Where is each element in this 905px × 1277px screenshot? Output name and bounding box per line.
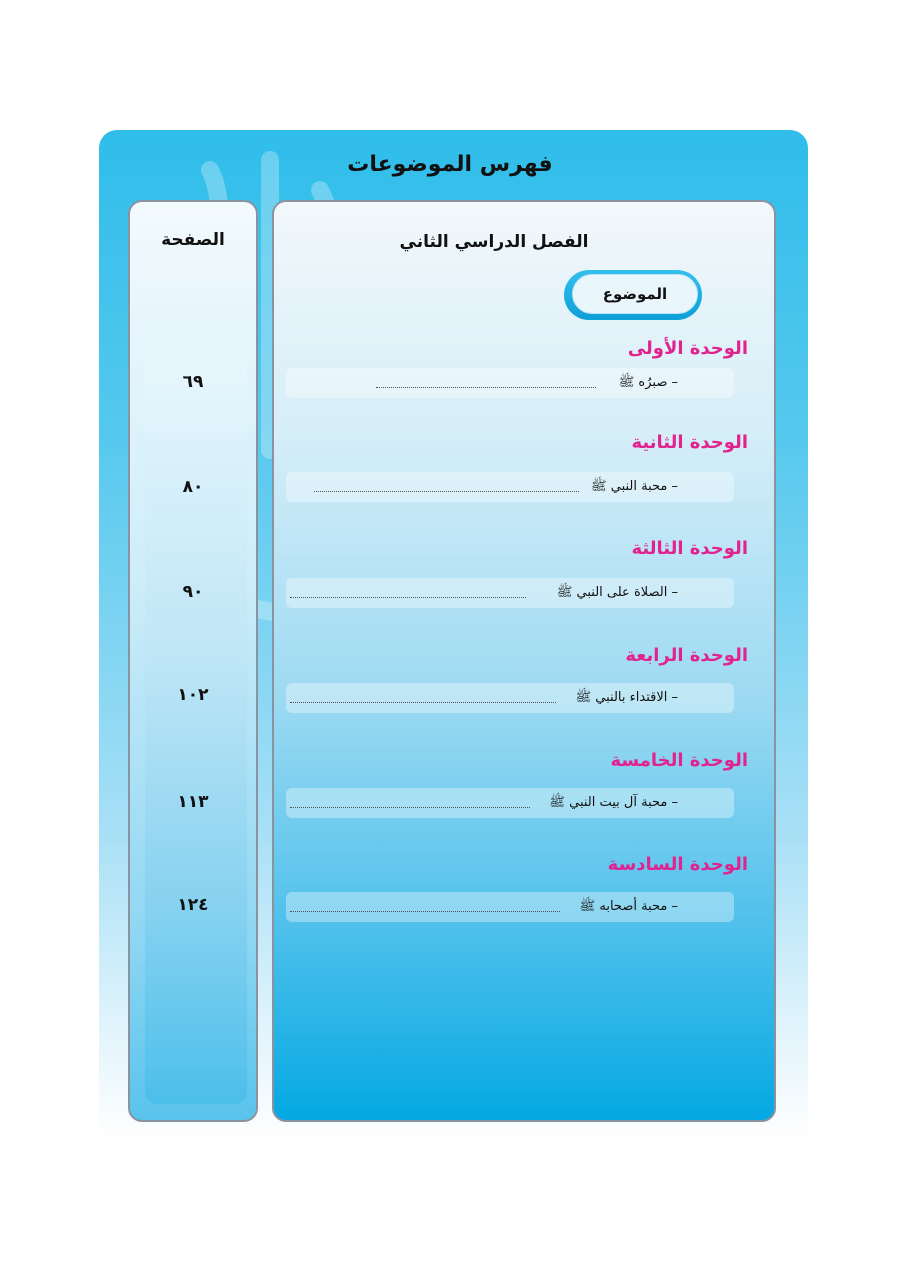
leader-dots <box>290 901 560 912</box>
leader-dots <box>314 481 579 492</box>
page-number: ٨٠ <box>182 477 204 497</box>
page-column-header: الصفحة <box>161 230 225 250</box>
page-number: ١١٣ <box>177 792 209 812</box>
lesson-row[interactable] <box>286 683 734 713</box>
leader-dots <box>290 692 556 703</box>
unit-title: الوحدة السادسة <box>607 854 748 875</box>
semester-heading: الفصل الدراسي الثاني <box>399 232 589 252</box>
lesson-title: – محبة آل بيت النبي ﷺ <box>549 795 678 810</box>
page-number: ٦٩ <box>182 372 204 392</box>
lesson-title: – الاقتداء بالنبي ﷺ <box>575 690 678 705</box>
page-number: ١٠٢ <box>177 685 209 705</box>
page-number-column <box>128 200 258 1122</box>
page-number: ١٢٤ <box>177 895 209 915</box>
lesson-row[interactable] <box>286 368 734 398</box>
lesson-title: – محبة أصحابه ﷺ <box>579 899 678 914</box>
lesson-row[interactable] <box>286 788 734 818</box>
lesson-row[interactable] <box>286 892 734 922</box>
page-title: فهرس الموضوعات <box>347 152 553 177</box>
leader-dots <box>376 377 596 388</box>
leader-dots <box>290 587 526 598</box>
unit-title: الوحدة الثانية <box>631 432 748 453</box>
lesson-row[interactable] <box>286 472 734 502</box>
contents-column <box>272 200 776 1122</box>
lesson-title: – الصلاة على النبي ﷺ <box>556 585 678 600</box>
lesson-row[interactable] <box>286 578 734 608</box>
lesson-title: – صبرُه ﷺ <box>618 375 678 390</box>
page-number-panel <box>145 354 247 1104</box>
lesson-title: – محبة النبي ﷺ <box>590 479 678 494</box>
unit-title: الوحدة الثالثة <box>631 538 748 559</box>
unit-title: الوحدة الخامسة <box>610 750 748 771</box>
subject-header-badge <box>564 270 702 320</box>
subject-header-label: الموضوع <box>572 274 698 314</box>
page-number: ٩٠ <box>182 582 204 602</box>
unit-title: الوحدة الأولى <box>627 338 748 359</box>
unit-title: الوحدة الرابعة <box>625 645 748 666</box>
leader-dots <box>290 797 530 808</box>
